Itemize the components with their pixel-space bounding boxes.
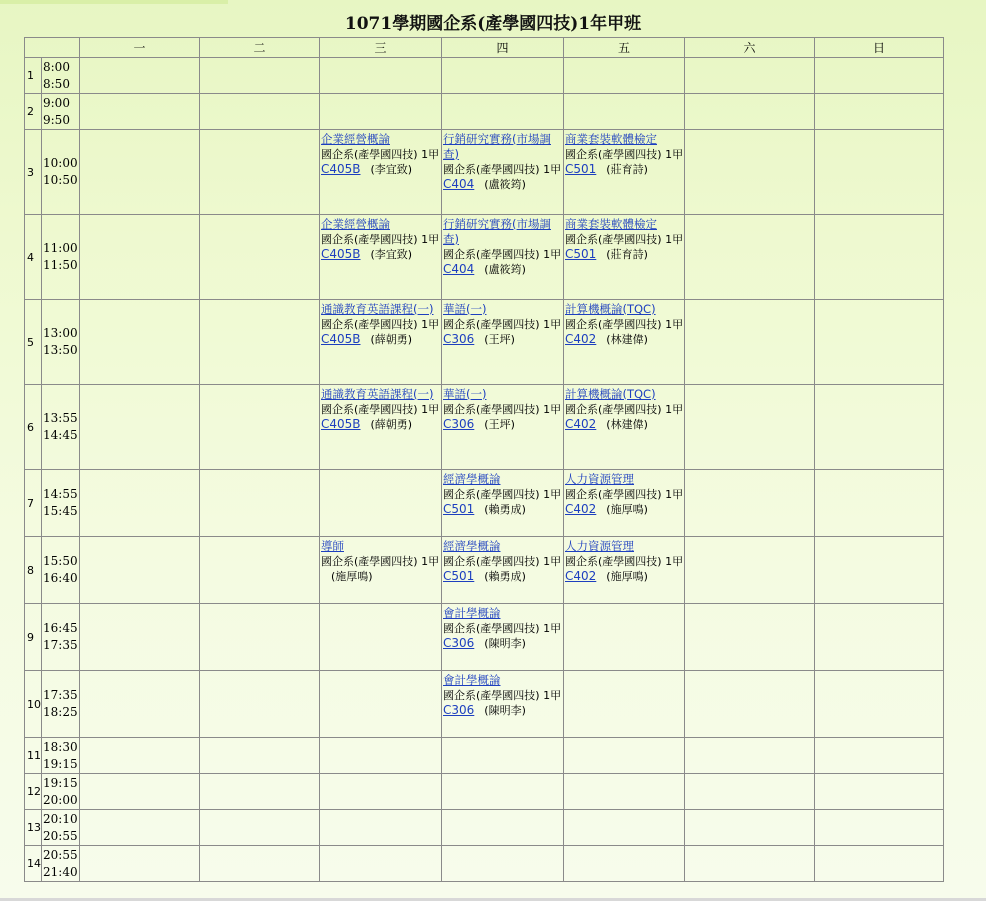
classroom-link[interactable]: C501 — [443, 569, 475, 583]
schedule-cell — [80, 94, 200, 130]
schedule-cell — [320, 671, 442, 738]
schedule-cell — [442, 215, 564, 300]
course-room-teacher — [565, 162, 684, 177]
period-start-time: 16:45 — [43, 621, 78, 635]
schedule-cell — [200, 810, 320, 846]
course-room-teacher — [443, 177, 563, 192]
course-name-link[interactable]: 經濟學概論 — [443, 539, 501, 553]
schedule-cell — [442, 385, 564, 470]
course-class-label: 國企系(產學國四技) 1甲 — [565, 488, 684, 501]
period-number: 7 — [25, 470, 42, 537]
course-class-label: 國企系(產學國四技) 1甲 — [321, 403, 440, 416]
course-entry — [442, 300, 563, 347]
schedule-cell — [320, 604, 442, 671]
schedule-cell — [442, 846, 564, 882]
course-name-link[interactable]: 華語(一) — [443, 302, 487, 316]
period-row — [25, 846, 944, 882]
teacher-name: (王坪) — [484, 333, 515, 346]
course-class-label: 國企系(產學國四技) 1甲 — [443, 318, 562, 331]
schedule-cell — [320, 385, 442, 470]
period-end-time: 17:35 — [43, 638, 78, 652]
schedule-cell — [442, 130, 564, 215]
period-start-time: 15:50 — [43, 554, 78, 568]
classroom-link[interactable]: C306 — [443, 703, 475, 717]
course-entry — [320, 130, 441, 177]
course-entry — [320, 215, 441, 262]
period-time — [42, 774, 80, 810]
teacher-name: (施厚鳴) — [606, 570, 648, 583]
schedule-cell — [320, 470, 442, 537]
course-name-link[interactable]: 通識教育英語課程(一) — [321, 302, 434, 316]
course-name-link[interactable]: 計算機概論(TQC) — [565, 302, 656, 316]
day-header-fri: 五 — [564, 38, 685, 58]
classroom-link[interactable]: C402 — [565, 332, 597, 346]
course-name-link[interactable]: 商業套裝軟體檢定 — [565, 132, 657, 146]
schedule-cell — [200, 470, 320, 537]
course-entry — [320, 537, 441, 584]
course-name-link[interactable]: 導師 — [321, 539, 344, 553]
course-name-link[interactable]: 計算機概論(TQC) — [565, 387, 656, 401]
course-name-link[interactable]: 會計學概論 — [443, 606, 501, 620]
schedule-cell — [564, 215, 685, 300]
period-number: 3 — [25, 130, 42, 215]
classroom-link[interactable]: C404 — [443, 262, 475, 276]
schedule-cell — [200, 385, 320, 470]
schedule-cell — [80, 58, 200, 94]
course-entry — [442, 604, 563, 651]
course-room-teacher — [443, 262, 563, 277]
course-room-teacher — [565, 417, 684, 432]
course-class-label: 國企系(產學國四技) 1甲 — [443, 403, 562, 416]
day-header-wed: 三 — [320, 38, 442, 58]
course-entry — [442, 130, 563, 192]
period-start-time: 13:55 — [43, 411, 78, 425]
course-class-label: 國企系(產學國四技) 1甲 — [443, 555, 562, 568]
teacher-name: (盧筱筠) — [484, 263, 526, 276]
period-end-time: 16:40 — [43, 571, 78, 585]
period-number: 4 — [25, 215, 42, 300]
schedule-cell — [815, 604, 944, 671]
schedule-cell — [200, 537, 320, 604]
day-header-thu: 四 — [442, 38, 564, 58]
classroom-link[interactable]: C402 — [565, 417, 597, 431]
course-class-label: 國企系(產學國四技) 1甲 — [565, 555, 684, 568]
period-end-time: 14:45 — [43, 428, 78, 442]
period-row — [25, 738, 944, 774]
schedule-cell — [685, 810, 815, 846]
period-time — [42, 846, 80, 882]
period-number: 6 — [25, 385, 42, 470]
course-room-teacher — [443, 502, 563, 517]
page-title: 1071學期國企系(產學國四技)1年甲班 — [344, 14, 642, 34]
course-entry — [564, 300, 684, 347]
period-start-time: 20:10 — [43, 811, 78, 826]
schedule-cell — [200, 846, 320, 882]
schedule-cell — [80, 738, 200, 774]
classroom-link[interactable]: C405B — [321, 417, 361, 431]
schedule-cell — [564, 537, 685, 604]
course-name-link[interactable]: 經濟學概論 — [443, 472, 501, 486]
period-end-time: 21:40 — [43, 864, 78, 879]
schedule-cell — [564, 846, 685, 882]
period-row — [25, 470, 944, 537]
period-end-time: 10:50 — [43, 173, 78, 187]
course-entry — [320, 300, 441, 347]
course-room-teacher — [565, 569, 684, 584]
teacher-name: (陳明李) — [484, 637, 526, 650]
classroom-link[interactable]: C306 — [443, 332, 475, 346]
schedule-cell — [80, 537, 200, 604]
course-class-label: 國企系(產學國四技) 1甲 — [321, 318, 440, 331]
schedule-cell — [442, 671, 564, 738]
schedule-cell — [320, 94, 442, 130]
schedule-cell — [320, 58, 442, 94]
course-room-teacher — [321, 332, 441, 347]
period-time — [42, 58, 80, 94]
course-class-label: 國企系(產學國四技) 1甲 — [565, 318, 684, 331]
period-number: 12 — [25, 774, 42, 810]
course-class-label: 國企系(產學國四技) 1甲 — [443, 488, 562, 501]
schedule-cell — [80, 604, 200, 671]
period-end-time: 8:50 — [43, 76, 70, 91]
period-row — [25, 537, 944, 604]
course-room-teacher — [565, 502, 684, 517]
schedule-cell — [442, 58, 564, 94]
period-number: 9 — [25, 604, 42, 671]
teacher-name: (賴勇成) — [484, 503, 526, 516]
classroom-link[interactable]: C306 — [443, 417, 475, 431]
schedule-cell — [815, 774, 944, 810]
schedule-cell — [564, 58, 685, 94]
period-number: 2 — [25, 94, 42, 130]
schedule-cell — [200, 604, 320, 671]
schedule-cell — [815, 671, 944, 738]
course-class-label: 國企系(產學國四技) 1甲 — [443, 622, 562, 635]
teacher-name: (李宜致) — [370, 248, 413, 261]
classroom-link[interactable]: C405B — [321, 162, 361, 176]
teacher-name: (陳明李) — [484, 704, 526, 717]
period-row — [25, 58, 944, 94]
course-entry — [564, 130, 684, 177]
period-end-time: 18:25 — [43, 705, 78, 719]
schedule-cell — [80, 385, 200, 470]
day-header-sun: 日 — [815, 38, 944, 58]
schedule-cell — [564, 300, 685, 385]
period-time — [42, 385, 80, 470]
teacher-name: (林建偉) — [606, 333, 648, 346]
schedule-cell — [442, 470, 564, 537]
period-start-time: 8:00 — [43, 59, 70, 74]
teacher-name: (施厚鳴) — [606, 503, 648, 516]
schedule-cell — [685, 130, 815, 215]
period-time — [42, 215, 80, 300]
teacher-name: (李宜致) — [370, 163, 413, 176]
period-start-time: 11:00 — [43, 241, 78, 255]
schedule-cell — [80, 671, 200, 738]
course-class-label: 國企系(產學國四技) 1甲 — [443, 163, 562, 176]
period-number: 13 — [25, 810, 42, 846]
schedule-cell — [685, 738, 815, 774]
teacher-name: (王坪) — [484, 418, 515, 431]
schedule-cell — [564, 94, 685, 130]
schedule-cell — [320, 215, 442, 300]
course-entry — [564, 385, 684, 432]
course-entry — [442, 385, 563, 432]
schedule-cell — [200, 774, 320, 810]
schedule-cell — [685, 58, 815, 94]
teacher-name: (薛朝勇) — [370, 418, 413, 431]
course-name-link[interactable]: 華語(一) — [443, 387, 487, 401]
classroom-link[interactable]: C404 — [443, 177, 475, 191]
course-room-teacher — [321, 569, 441, 584]
course-room-teacher — [321, 417, 441, 432]
course-name-link[interactable]: 會計學概論 — [443, 673, 501, 687]
course-class-label: 國企系(產學國四技) 1甲 — [321, 148, 440, 161]
schedule-cell — [320, 774, 442, 810]
period-row — [25, 130, 944, 215]
period-time — [42, 300, 80, 385]
schedule-cell — [564, 130, 685, 215]
teacher-name: (施厚鳴) — [331, 570, 373, 583]
period-row — [25, 385, 944, 470]
course-class-label: 國企系(產學國四技) 1甲 — [565, 148, 684, 161]
schedule-cell — [200, 671, 320, 738]
period-number: 14 — [25, 846, 42, 882]
schedule-cell — [200, 300, 320, 385]
schedule-cell — [564, 470, 685, 537]
schedule-cell — [442, 810, 564, 846]
course-class-label: 國企系(產學國四技) 1甲 — [321, 555, 440, 568]
course-class-label: 國企系(產學國四技) 1甲 — [565, 403, 684, 416]
schedule-cell — [320, 300, 442, 385]
course-class-label: 國企系(產學國四技) 1甲 — [321, 233, 440, 246]
classroom-link[interactable]: C405B — [321, 332, 361, 346]
teacher-name: (林建偉) — [606, 418, 648, 431]
classroom-link[interactable]: C405B — [321, 247, 361, 261]
course-name-link[interactable]: 行銷研究實務(市場調查) — [443, 217, 551, 246]
period-end-time: 20:00 — [43, 792, 78, 807]
schedule-cell — [815, 470, 944, 537]
period-row — [25, 94, 944, 130]
course-entry — [442, 671, 563, 718]
day-header-mon: 一 — [80, 38, 200, 58]
schedule-cell — [80, 300, 200, 385]
period-end-time: 15:45 — [43, 504, 78, 518]
schedule-cell — [200, 215, 320, 300]
period-time — [42, 604, 80, 671]
schedule-cell — [815, 537, 944, 604]
schedule-cell — [320, 537, 442, 604]
schedule-cell — [80, 215, 200, 300]
schedule-cell — [815, 810, 944, 846]
period-start-time: 19:15 — [43, 775, 78, 790]
course-entry — [564, 215, 684, 262]
schedule-cell — [685, 774, 815, 810]
course-room-teacher — [443, 332, 563, 347]
schedule-cell — [442, 774, 564, 810]
schedule-cell — [80, 846, 200, 882]
schedule-cell — [685, 671, 815, 738]
period-row — [25, 604, 944, 671]
period-start-time: 20:55 — [43, 847, 78, 862]
schedule-cell — [685, 604, 815, 671]
period-time — [42, 94, 80, 130]
course-entry — [564, 470, 684, 517]
course-name-link[interactable]: 通識教育英語課程(一) — [321, 387, 434, 401]
period-number: 11 — [25, 738, 42, 774]
period-start-time: 14:55 — [43, 487, 78, 501]
course-name-link[interactable]: 人力資源管理 — [565, 539, 634, 553]
course-room-teacher — [443, 417, 563, 432]
period-number: 8 — [25, 537, 42, 604]
schedule-cell — [200, 94, 320, 130]
course-room-teacher — [565, 332, 684, 347]
period-start-time: 9:00 — [43, 95, 70, 110]
schedule-cell — [815, 846, 944, 882]
period-time — [42, 537, 80, 604]
schedule-cell — [815, 300, 944, 385]
schedule-cell — [442, 604, 564, 671]
course-name-link[interactable]: 企業經營概論 — [321, 132, 390, 146]
schedule-cell — [685, 215, 815, 300]
schedule-cell — [320, 738, 442, 774]
schedule-cell — [685, 385, 815, 470]
schedule-cell — [564, 774, 685, 810]
schedule-cell — [815, 738, 944, 774]
schedule-cell — [442, 300, 564, 385]
day-header-row — [25, 38, 944, 58]
schedule-cell — [564, 810, 685, 846]
period-number: 1 — [25, 58, 42, 94]
course-name-link[interactable]: 企業經營概論 — [321, 217, 390, 231]
schedule-cell — [685, 537, 815, 604]
teacher-name: (莊育詩) — [606, 248, 648, 261]
course-class-label: 國企系(產學國四技) 1甲 — [443, 248, 562, 261]
top-accent-strip — [0, 0, 228, 4]
classroom-link[interactable]: C306 — [443, 636, 475, 650]
schedule-cell — [815, 130, 944, 215]
schedule-cell — [320, 130, 442, 215]
period-time — [42, 671, 80, 738]
course-room-teacher — [321, 162, 441, 177]
schedule-cell — [320, 846, 442, 882]
teacher-name: (薛朝勇) — [370, 333, 413, 346]
period-end-time: 13:50 — [43, 343, 78, 357]
period-row — [25, 300, 944, 385]
classroom-link[interactable]: C501 — [443, 502, 475, 516]
teacher-name: (盧筱筠) — [484, 178, 526, 191]
schedule-cell — [564, 738, 685, 774]
classroom-link[interactable]: C501 — [565, 162, 597, 176]
schedule-cell — [815, 94, 944, 130]
period-start-time: 13:00 — [43, 326, 78, 340]
schedule-cell — [80, 774, 200, 810]
classroom-link[interactable]: C402 — [565, 569, 597, 583]
schedule-cell — [80, 470, 200, 537]
schedule-cell — [320, 810, 442, 846]
schedule-cell — [442, 537, 564, 604]
schedule-cell — [815, 215, 944, 300]
schedule-cell — [685, 846, 815, 882]
schedule-cell — [815, 58, 944, 94]
schedule-cell — [442, 94, 564, 130]
schedule-cell — [80, 810, 200, 846]
course-room-teacher — [321, 247, 441, 262]
schedule-cell — [685, 300, 815, 385]
course-name-link[interactable]: 商業套裝軟體檢定 — [565, 217, 657, 231]
schedule-cell — [564, 671, 685, 738]
course-room-teacher — [443, 569, 563, 584]
period-start-time: 18:30 — [43, 739, 78, 754]
course-entry — [442, 215, 563, 277]
period-start-time: 17:35 — [43, 688, 78, 702]
schedule-cell — [564, 604, 685, 671]
teacher-name: (莊育詩) — [606, 163, 648, 176]
corner-cell — [25, 38, 80, 58]
day-header-sat: 六 — [685, 38, 815, 58]
period-end-time: 9:50 — [43, 112, 70, 127]
period-end-time: 11:50 — [43, 258, 78, 272]
period-end-time: 20:55 — [43, 828, 78, 843]
course-name-link[interactable]: 行銷研究實務(市場調查) — [443, 132, 551, 161]
period-start-time: 10:00 — [43, 156, 78, 170]
course-entry — [442, 537, 563, 584]
period-row — [25, 774, 944, 810]
day-header-tue: 二 — [200, 38, 320, 58]
timetable — [24, 37, 944, 882]
period-time — [42, 738, 80, 774]
period-end-time: 19:15 — [43, 756, 78, 771]
course-entry — [564, 537, 684, 584]
schedule-cell — [815, 385, 944, 470]
period-time — [42, 810, 80, 846]
schedule-cell — [200, 130, 320, 215]
course-room-teacher — [443, 703, 563, 718]
course-room-teacher — [565, 247, 684, 262]
schedule-cell — [685, 94, 815, 130]
schedule-cell — [200, 738, 320, 774]
course-entry — [320, 385, 441, 432]
period-number: 10 — [25, 671, 42, 738]
course-class-label: 國企系(產學國四技) 1甲 — [565, 233, 684, 246]
schedule-cell — [685, 470, 815, 537]
course-room-teacher — [443, 636, 563, 651]
period-row — [25, 671, 944, 738]
period-row — [25, 215, 944, 300]
period-time — [42, 470, 80, 537]
course-entry — [442, 470, 563, 517]
classroom-link[interactable]: C501 — [565, 247, 597, 261]
schedule-cell — [442, 738, 564, 774]
classroom-link[interactable]: C402 — [565, 502, 597, 516]
period-time — [42, 130, 80, 215]
schedule-cell — [200, 58, 320, 94]
teacher-name: (賴勇成) — [484, 570, 526, 583]
schedule-cell — [80, 130, 200, 215]
course-name-link[interactable]: 人力資源管理 — [565, 472, 634, 486]
period-row — [25, 810, 944, 846]
course-class-label: 國企系(產學國四技) 1甲 — [443, 689, 562, 702]
period-number: 5 — [25, 300, 42, 385]
schedule-cell — [564, 385, 685, 470]
